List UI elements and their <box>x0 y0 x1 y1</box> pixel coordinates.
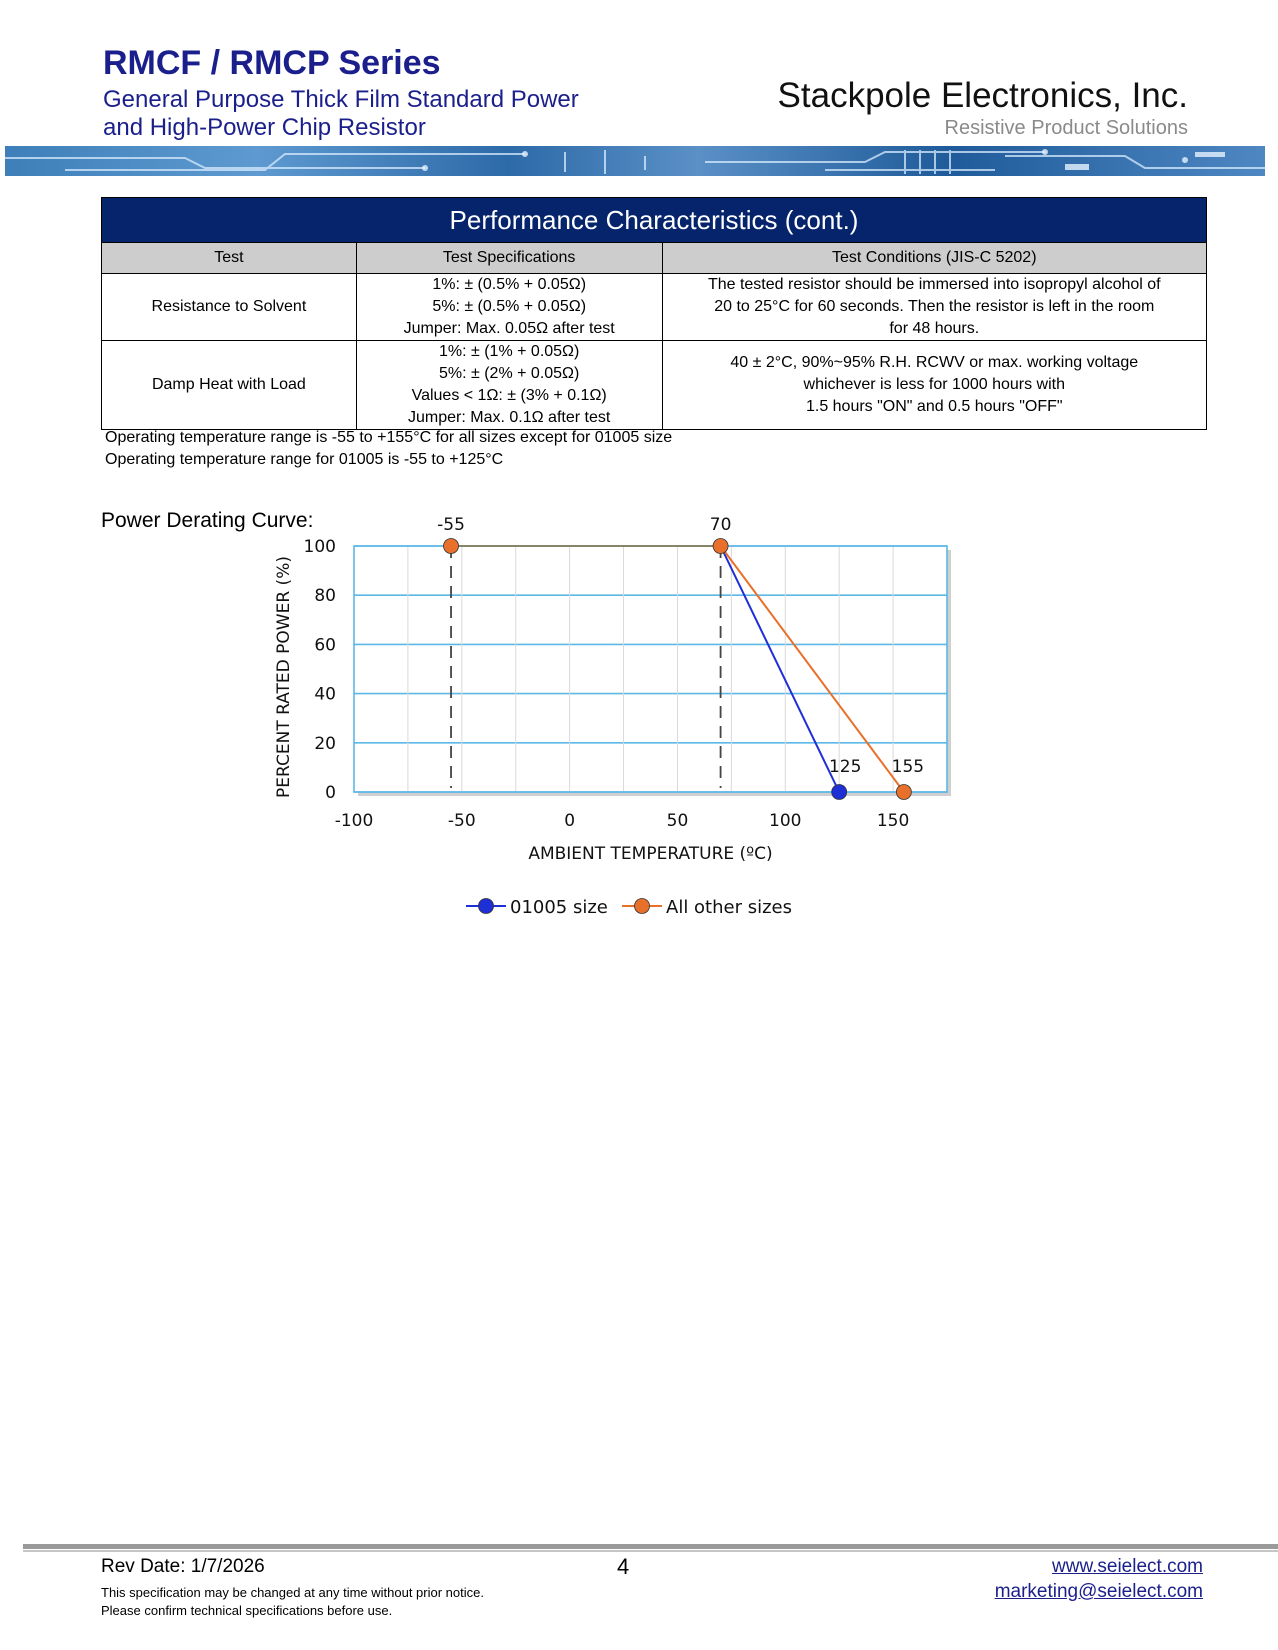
table-title: Performance Characteristics (cont.) <box>102 198 1207 243</box>
circuit-banner <box>5 146 1265 176</box>
section-title: Power Derating Curve: <box>101 509 314 532</box>
condition-line: for 48 hours. <box>889 320 980 337</box>
operating-temperature-note: Operating temperature range is -55 to +155°C for all sizes except for 01005 size <box>105 429 673 446</box>
x-tick-label: 0 <box>564 811 576 831</box>
condition-line: 40 ± 2°C, 90%~95% R.H. RCWV or max. working voltage <box>730 354 1139 371</box>
y-tick-label: 80 <box>314 586 336 607</box>
row-test-name: Damp Heat with Load <box>102 341 357 430</box>
disclaimer-line: This specification may be changed at any time without prior notice. <box>101 1585 484 1600</box>
table-row <box>102 341 1207 430</box>
column-header-test: Test <box>102 243 357 274</box>
x-tick-label: -50 <box>447 811 476 831</box>
condition-line: The tested resistor should be immersed into isopropyl alcohol of <box>707 276 1161 293</box>
footer-divider <box>23 1544 1278 1549</box>
condition-line: 20 to 25°C for 60 seconds. Then the resistor is left in the room <box>714 298 1155 315</box>
condition-line: whichever is less for 1000 hours with <box>803 376 1065 393</box>
data-point-marker <box>444 539 459 554</box>
header-subtitle-line1: General Purpose Thick Film Standard Power <box>103 86 579 113</box>
performance-table <box>101 197 1207 430</box>
row-test-name: Resistance to Solvent <box>102 274 357 341</box>
column-header-specifications: Test Specifications <box>356 243 662 274</box>
row-conditions <box>662 341 1206 430</box>
company-tagline: Resistive Product Solutions <box>944 117 1188 139</box>
spec-line: Jumper: Max. 0.1Ω after test <box>408 409 611 426</box>
data-annotation: 125 <box>828 757 862 777</box>
legend-label: 01005 size <box>510 897 608 918</box>
y-tick-label: 20 <box>314 733 336 754</box>
y-tick-label: 100 <box>303 537 336 557</box>
legend-swatch-marker <box>479 899 494 914</box>
circuit-pattern-graphic <box>5 146 1265 176</box>
spec-line: Values < 1Ω: ± (3% + 0.1Ω) <box>411 387 607 404</box>
x-tick-label: 100 <box>769 811 802 831</box>
data-point-marker <box>713 539 728 554</box>
data-annotation: 70 <box>709 515 732 535</box>
x-tick-label: -100 <box>334 811 374 831</box>
email-link[interactable]: marketing@seielect.com <box>994 1581 1203 1602</box>
legend-swatch-marker <box>635 899 650 914</box>
column-header-conditions: Test Conditions (JIS-C 5202) <box>662 243 1206 274</box>
table-row <box>102 274 1207 341</box>
revision-date: Rev Date: 1/7/2026 <box>101 1556 265 1577</box>
y-tick-label: 40 <box>314 684 336 705</box>
spec-line: 1%: ± (0.5% + 0.05Ω) <box>432 276 587 293</box>
website-link[interactable]: www.seielect.com <box>1052 1556 1203 1577</box>
y-tick-label: 60 <box>314 635 336 656</box>
spec-line: 1%: ± (1% + 0.05Ω) <box>438 343 580 360</box>
row-conditions <box>662 274 1206 341</box>
spec-line: 5%: ± (2% + 0.05Ω) <box>438 365 580 382</box>
condition-line: 1.5 hours "ON" and 0.5 hours "OFF" <box>805 398 1063 415</box>
spec-line: Jumper: Max. 0.05Ω after test <box>403 320 615 337</box>
y-tick-label: 0 <box>325 783 336 803</box>
company-name: Stackpole Electronics, Inc. <box>777 76 1188 115</box>
header-series-title: RMCF / RMCP Series <box>103 44 441 82</box>
footer-divider-shadow <box>23 1550 1278 1552</box>
spec-line: 5%: ± (0.5% + 0.05Ω) <box>432 298 587 315</box>
data-annotation: 155 <box>891 757 925 777</box>
legend-label: All other sizes <box>666 897 792 918</box>
disclaimer-line: Please confirm technical specifications before use. <box>101 1603 393 1618</box>
row-specifications <box>356 341 662 430</box>
header-subtitle-line2: and High-Power Chip Resistor <box>103 114 426 141</box>
x-tick-label: 150 <box>876 811 910 831</box>
power-derating-chart <box>270 515 990 970</box>
x-tick-label: 50 <box>666 811 689 831</box>
operating-temperature-note-01005: Operating temperature range for 01005 is -55 to +125°C <box>105 451 504 468</box>
plot-area <box>354 546 947 792</box>
data-annotation: -55 <box>437 515 465 535</box>
x-axis-label: AMBIENT TEMPERATURE (ºC) <box>528 844 773 864</box>
data-point-marker <box>896 785 911 800</box>
y-axis-label: PERCENT RATED POWER (%) <box>274 556 294 798</box>
row-specifications <box>356 274 662 341</box>
page-number: 4 <box>617 1554 630 1579</box>
data-point-marker <box>832 785 847 800</box>
